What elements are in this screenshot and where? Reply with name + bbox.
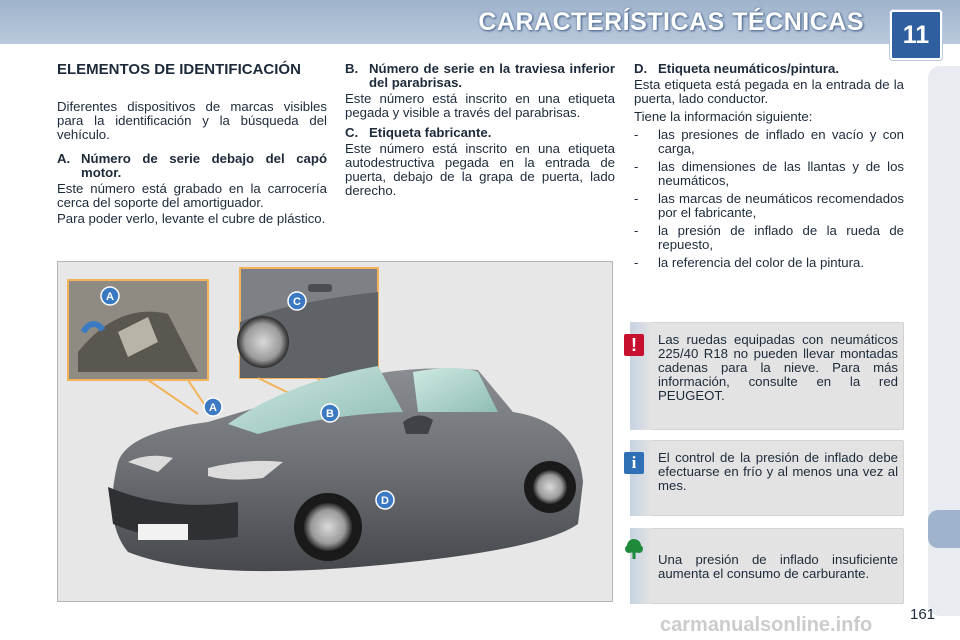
column-left bbox=[57, 100, 327, 226]
svg-text:B: B bbox=[326, 408, 334, 420]
list-item: - las presiones de inflado en vacío y con carga, bbox=[634, 127, 904, 156]
section-intro: Diferentes dispositivos de marcas visibles para la identificación y la búsqueda del vehículo. bbox=[57, 99, 327, 142]
item-c-heading bbox=[345, 126, 615, 140]
item-b-heading bbox=[345, 62, 615, 90]
item-title: Número de serie en la traviesa inferior del parabrisas. bbox=[369, 61, 615, 90]
info-intro: Tiene la información siguiente: bbox=[634, 109, 813, 124]
warning-text: Las ruedas equipadas con neumáticos 225/40 R18 no pueden llevar montadas cadenas para la nieve. Para más información, consulte en la red PEUGEOT. bbox=[658, 332, 898, 403]
tree-icon bbox=[624, 538, 644, 560]
car-drawing bbox=[58, 262, 613, 602]
callout-b-icon bbox=[321, 404, 339, 422]
watermark: carmanualsonline.info bbox=[660, 614, 873, 636]
item-d-heading bbox=[634, 62, 904, 76]
info-notice bbox=[630, 440, 904, 516]
item-text: Este número está inscrito en una etiqueta autodestructiva pegada en la entrada de puerta, debajo de la grapa de puerta, lado derecho. bbox=[345, 141, 615, 198]
eco-notice bbox=[630, 528, 904, 604]
page-number: 161 bbox=[910, 606, 936, 623]
list-item: - las dimensiones de las llantas y de los neumáticos, bbox=[634, 159, 904, 188]
item-text: Para poder verlo, levante el cubre de plástico. bbox=[57, 211, 326, 226]
page-title: CARACTERÍSTICAS TÉCNICAS bbox=[478, 8, 864, 36]
column-right bbox=[634, 62, 904, 270]
item-a-heading bbox=[57, 152, 327, 180]
item-letter: C. bbox=[345, 125, 359, 140]
item-letter: B. bbox=[345, 61, 359, 76]
callout-a-icon bbox=[204, 398, 222, 416]
item-title: Etiqueta fabricante. bbox=[369, 125, 492, 140]
item-text: Esta etiqueta está pegada en la entrada de la puerta, lado conductor. bbox=[634, 77, 904, 106]
item-letter: A. bbox=[57, 151, 71, 166]
item-letter: D. bbox=[634, 61, 648, 76]
column-middle bbox=[345, 62, 615, 198]
warning-notice bbox=[630, 322, 904, 430]
item-title: Número de serie debajo del capó motor. bbox=[81, 151, 327, 180]
callout-d-icon bbox=[376, 491, 394, 509]
svg-text:A: A bbox=[106, 291, 114, 303]
item-title: Etiqueta neumáticos/pintura. bbox=[658, 61, 839, 76]
list-item: - las marcas de neumáticos recomendados por el fabricante, bbox=[634, 191, 904, 220]
callout-a-inset-icon bbox=[101, 287, 119, 305]
callout-c-icon bbox=[288, 292, 306, 310]
list-item: - la referencia del color de la pintura. bbox=[634, 255, 864, 270]
info-icon: i bbox=[624, 452, 644, 474]
side-rail-tab[interactable] bbox=[928, 510, 960, 548]
info-text: El control de la presión de inflado debe efectuarse en frío y al menos una vez al mes. bbox=[658, 450, 898, 493]
warning-icon: ! bbox=[624, 334, 644, 356]
section-title: ELEMENTOS DE IDENTIFICACIÓN bbox=[57, 61, 301, 78]
svg-text:D: D bbox=[381, 495, 389, 507]
item-text: Este número está inscrito en una etiqueta pegada y visible a través del parabrisas. bbox=[345, 91, 615, 120]
car-illustration bbox=[57, 261, 613, 602]
chapter-badge: 11 bbox=[890, 10, 942, 60]
svg-text:A: A bbox=[209, 402, 217, 414]
svg-text:C: C bbox=[293, 296, 301, 308]
eco-text: Una presión de inflado insuficiente aumenta el consumo de carburante. bbox=[658, 552, 898, 581]
list-item: - la presión de inflado de la rueda de repuesto, bbox=[634, 223, 904, 252]
item-text: Este número está grabado en la carrocería cerca del soporte del amortiguador. bbox=[57, 181, 327, 210]
